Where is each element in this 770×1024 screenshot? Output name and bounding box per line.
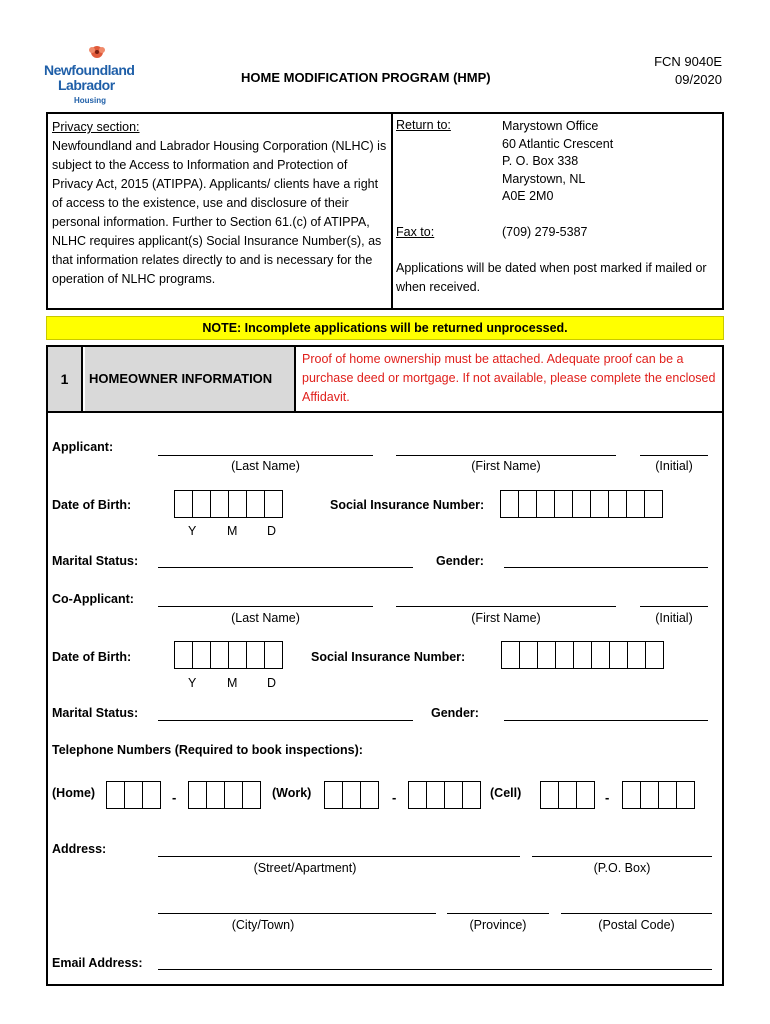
- dob-y: Y: [188, 524, 197, 538]
- fax-label: Fax to:: [396, 225, 435, 239]
- cell-phone-area-boxes[interactable]: [540, 781, 594, 809]
- phone-dash: -: [605, 790, 610, 805]
- province-field[interactable]: [447, 913, 549, 914]
- dob-m: M: [227, 524, 238, 538]
- gender-label: Gender:: [436, 554, 484, 568]
- pitcher-plant-icon: [86, 44, 108, 64]
- privacy-heading: Privacy section:: [52, 120, 140, 134]
- coapplicant-label: Co-Applicant:: [52, 592, 134, 606]
- first-name-caption: (First Name): [471, 459, 541, 473]
- marital-status-label: Marital Status:: [52, 706, 139, 720]
- work-phone-label: (Work): [272, 786, 312, 800]
- gender-label: Gender:: [431, 706, 479, 720]
- box-divider: [391, 114, 393, 310]
- street-caption: (Street/Apartment): [253, 861, 357, 875]
- applicant-label: Applicant:: [52, 440, 114, 454]
- applicant-marital-status-field[interactable]: [158, 567, 413, 568]
- logo-text-newfoundland: Newfoundland: [44, 62, 135, 78]
- applicant-initial-field[interactable]: [640, 455, 708, 456]
- coapplicant-sin-boxes[interactable]: [501, 641, 663, 669]
- city-caption: (City/Town): [231, 918, 295, 932]
- section-title: HOMEOWNER INFORMATION: [85, 347, 296, 411]
- logo-text-housing: Housing: [74, 96, 106, 105]
- applicant-sin-boxes[interactable]: [500, 490, 662, 518]
- last-name-caption: (Last Name): [231, 611, 300, 625]
- coapplicant-gender-field[interactable]: [504, 720, 708, 721]
- form-title: HOME MODIFICATION PROGRAM (HMP): [241, 70, 491, 85]
- first-name-caption: (First Name): [471, 611, 541, 625]
- privacy-section: [52, 118, 388, 289]
- address-line: Marystown Office: [502, 119, 599, 133]
- po-box-caption: (P.O. Box): [593, 861, 651, 875]
- return-label: Return to:: [396, 118, 451, 132]
- home-phone-area-boxes[interactable]: [106, 781, 160, 809]
- address-line: A0E 2M0: [502, 189, 554, 203]
- street-field[interactable]: [158, 856, 520, 857]
- dob-label: Date of Birth:: [52, 498, 132, 512]
- phone-dash: -: [392, 790, 397, 805]
- work-phone-area-boxes[interactable]: [324, 781, 378, 809]
- dob-d: D: [267, 524, 277, 538]
- dob-label: Date of Birth:: [52, 650, 132, 664]
- address-line: P. O. Box 338: [502, 154, 579, 168]
- province-caption: (Province): [469, 918, 527, 932]
- form-code-block: [640, 53, 722, 89]
- coapplicant-last-name-field[interactable]: [158, 606, 373, 607]
- applicant-dob-boxes[interactable]: [174, 490, 282, 518]
- city-field[interactable]: [158, 913, 436, 914]
- nlhc-logo: [44, 44, 134, 110]
- marital-status-label: Marital Status:: [52, 554, 139, 568]
- return-address: [502, 118, 613, 206]
- cell-phone-label: (Cell): [490, 786, 522, 800]
- incomplete-note-banner: NOTE: Incomplete applications will be returned unprocessed.: [46, 316, 724, 340]
- po-box-field[interactable]: [532, 856, 712, 857]
- postal-code-caption: (Postal Code): [598, 918, 675, 932]
- work-phone-number-boxes[interactable]: [408, 781, 480, 809]
- home-phone-number-boxes[interactable]: [188, 781, 260, 809]
- form-date: 09/2020: [675, 72, 722, 87]
- address-line: 60 Atlantic Crescent: [502, 136, 614, 151]
- postal-code-field[interactable]: [561, 913, 712, 914]
- email-field[interactable]: [158, 969, 712, 970]
- coapplicant-first-name-field[interactable]: [396, 606, 616, 607]
- applicant-first-name-field[interactable]: [396, 455, 616, 456]
- initial-caption: (Initial): [655, 611, 693, 625]
- address-label: Address:: [52, 842, 107, 856]
- coapplicant-initial-field[interactable]: [640, 606, 708, 607]
- dob-d: D: [267, 676, 277, 690]
- logo-text-labrador: Labrador: [58, 77, 115, 93]
- privacy-body: Newfoundland and Labrador Housing Corporation (NLHC) is subject to the Access to Information and Protection of Privacy Act, 2015 (ATIPPA). Applicants/ clients have a right of access to the existence, use and disclosure of their personal information. Further to Section 61.(c) of ATIPPA, NLHC requires applicant(s) Social Insurance Number(s), as that information relates directly to and is necessary for the operation of NLHC programs.: [52, 139, 387, 286]
- address-line: Marystown, NL: [502, 171, 586, 186]
- form-code: FCN 9040E: [654, 54, 722, 69]
- last-name-caption: (Last Name): [231, 459, 300, 473]
- coapplicant-dob-boxes[interactable]: [174, 641, 282, 669]
- proof-of-ownership-note: Proof of home ownership must be attached. Adequate proof can be a purchase deed or mortgage. If not available, please complete the enclosed Affidavit.: [302, 352, 716, 404]
- applicant-gender-field[interactable]: [504, 567, 708, 568]
- dob-m: M: [227, 676, 238, 690]
- phone-dash: -: [172, 790, 177, 805]
- coapplicant-marital-status-field[interactable]: [158, 720, 413, 721]
- dob-y: Y: [188, 676, 197, 690]
- sin-label: Social Insurance Number:: [311, 650, 466, 664]
- section-number: 1: [48, 347, 83, 411]
- applicant-last-name-field[interactable]: [158, 455, 373, 456]
- initial-caption: (Initial): [655, 459, 693, 473]
- dating-note: Applications will be dated when post marked if mailed or when received.: [396, 261, 707, 294]
- cell-phone-number-boxes[interactable]: [622, 781, 694, 809]
- home-phone-label: (Home): [52, 786, 96, 800]
- sin-label: Social Insurance Number:: [330, 498, 485, 512]
- telephone-label: Telephone Numbers (Required to book inspections):: [52, 743, 363, 757]
- fax-number: (709) 279-5387: [502, 225, 588, 239]
- email-label: Email Address:: [52, 956, 143, 970]
